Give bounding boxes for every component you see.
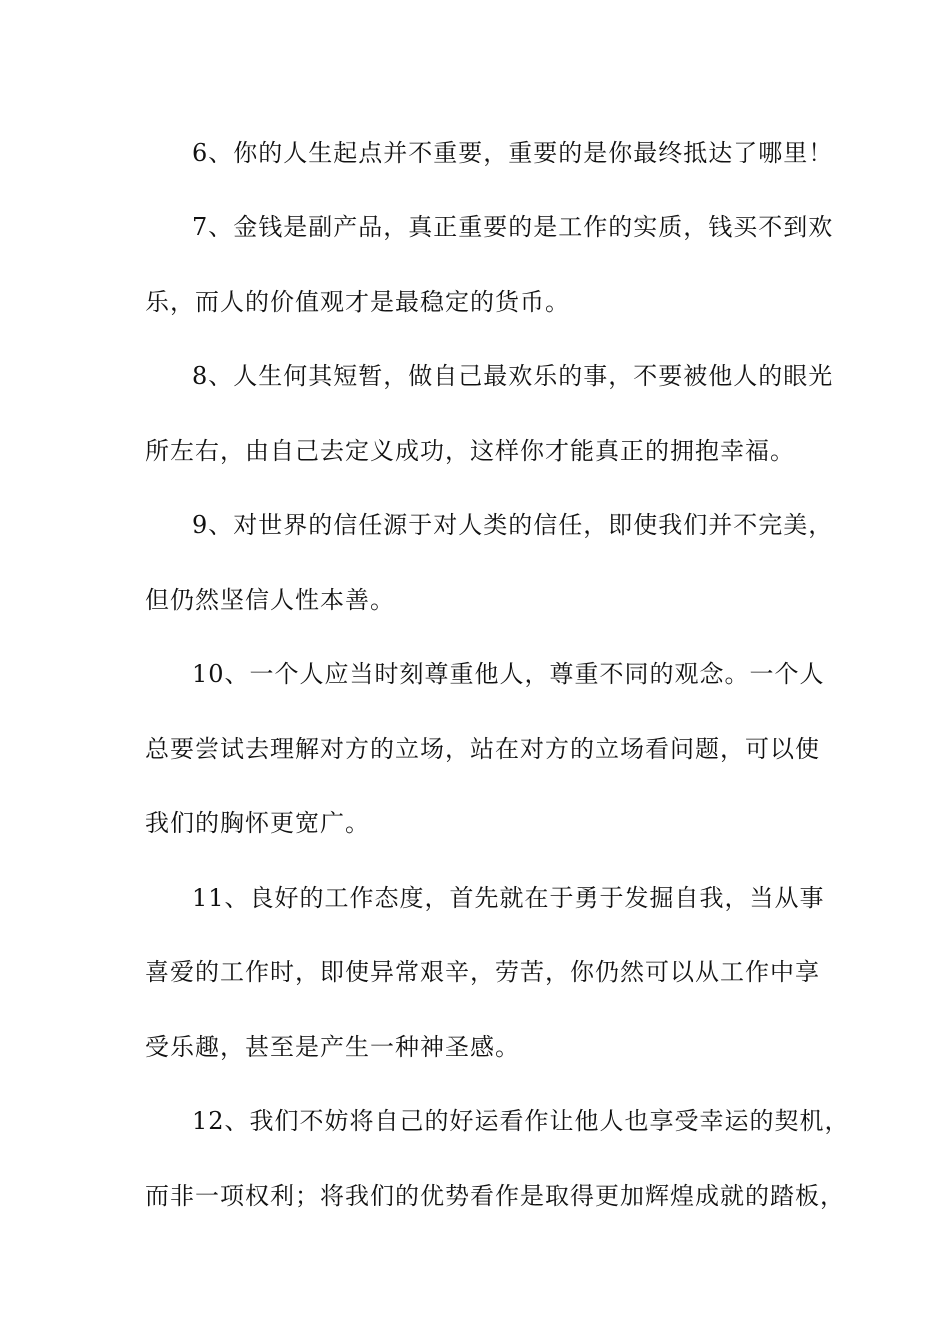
paragraph-12-line-1: 12、我们不妨将自己的好运看作让他人也享受幸运的契机， (192, 1107, 850, 1135)
paragraph-11-line-2: 喜爱的工作时，即使异常艰辛，劳苦，你仍然可以从工作中享 (145, 958, 820, 986)
paragraph-10-line-2: 总要尝试去理解对方的立场，站在对方的立场看问题，可以使 (145, 735, 820, 763)
paragraph-9-line-1: 9、对世界的信任源于对人类的信任，即使我们并不完美， (192, 511, 834, 539)
paragraph-7-line-1: 7、金钱是副产品，真正重要的是工作的实质，钱买不到欢 (192, 213, 834, 241)
paragraph-9-line-2: 但仍然坚信人性本善。 (145, 586, 395, 614)
paragraph-11-line-1: 11、良好的工作态度，首先就在于勇于发掘自我，当从事 (192, 884, 825, 912)
paragraph-11-line-3: 受乐趣，甚至是产生一种神圣感。 (145, 1033, 520, 1061)
paragraph-10-line-1: 10、一个人应当时刻尊重他人，尊重不同的观念。一个人 (192, 660, 825, 688)
paragraph-7-line-2: 乐，而人的价值观才是最稳定的货币。 (145, 288, 570, 316)
paragraph-6-line-1: 6、你的人生起点并不重要，重要的是你最终抵达了哪里！ (192, 139, 834, 167)
paragraph-8-line-2: 所左右，由自己去定义成功，这样你才能真正的拥抱幸福。 (145, 437, 795, 465)
paragraph-8-line-1: 8、人生何其短暂，做自己最欢乐的事，不要被他人的眼光 (192, 362, 834, 390)
paragraph-12-line-2: 而非一项权利；将我们的优势看作是取得更加辉煌成就的踏板， (145, 1182, 845, 1210)
paragraph-10-line-3: 我们的胸怀更宽广。 (145, 809, 370, 837)
